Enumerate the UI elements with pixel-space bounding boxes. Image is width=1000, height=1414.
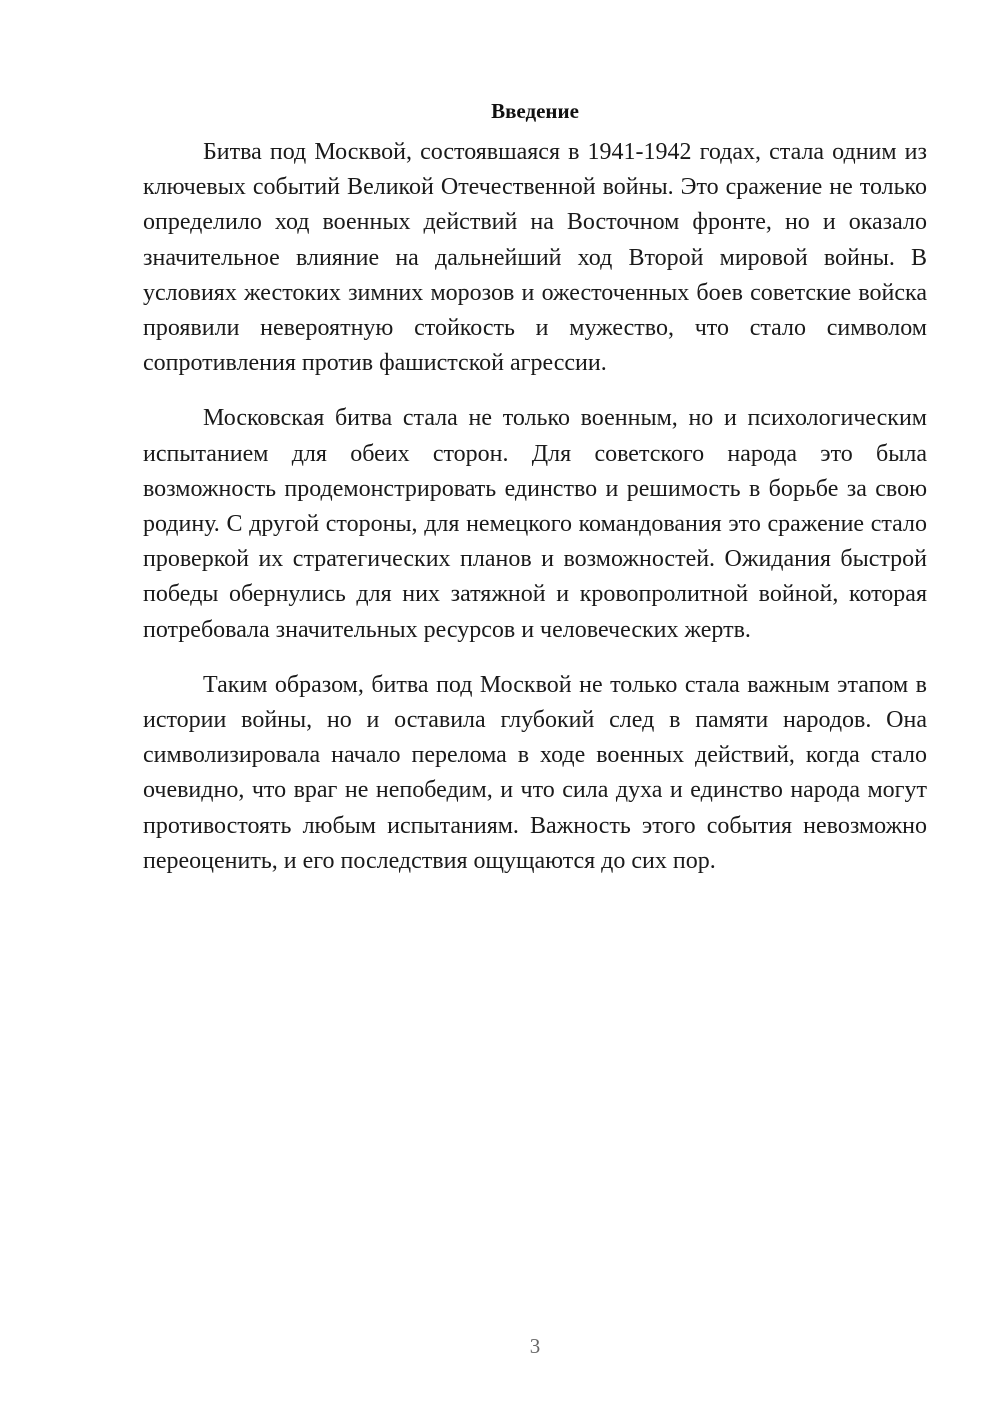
paragraph: Московская битва стала не только военным, но и психологическим испытанием для обеих сторон. Для советского народа это была возможность продемонстрировать единство и решимость в борьбе за свою родину. С другой стороны, для немецкого командования это сражение стало проверкой их стратегических планов и возможностей. Ожидания быстрой победы обернулись для них затяжной и кровопролитной войной, которая потребовала значительных ресурсов и человеческих жертв.: [143, 405, 927, 643]
paragraph: Таким образом, битва под Москвой не только стала важным этапом в истории войны, но и оставила глубокий след в памяти народов. Она символизировала начало перелома в ходе военных действий, когда стало очевидно, что враг не непобедим, и что сила духа и единство народа могут противостоять любым испытаниям. Важность этого события невозможно переоценить, и его последствия ощущаются до сих пор.: [143, 671, 927, 874]
page-number: 3: [529, 1334, 541, 1358]
document-body: [143, 95, 927, 879]
page-title: Введение: [491, 99, 579, 123]
paragraph: Битва под Москвой, состоявшаяся в 1941-1942 годах, стала одним из ключевых событий Великой Отечественной войны. Это сражение не только определило ход военных действий на Восточном фронте, но и оказало значительное влияние на дальнейший ход Второй мировой войны. В условиях жестоких зимних морозов и ожесточенных боев советские войска проявили невероятную стойкость и мужество, что стало символом сопротивления против фашистской агрессии.: [143, 139, 927, 377]
